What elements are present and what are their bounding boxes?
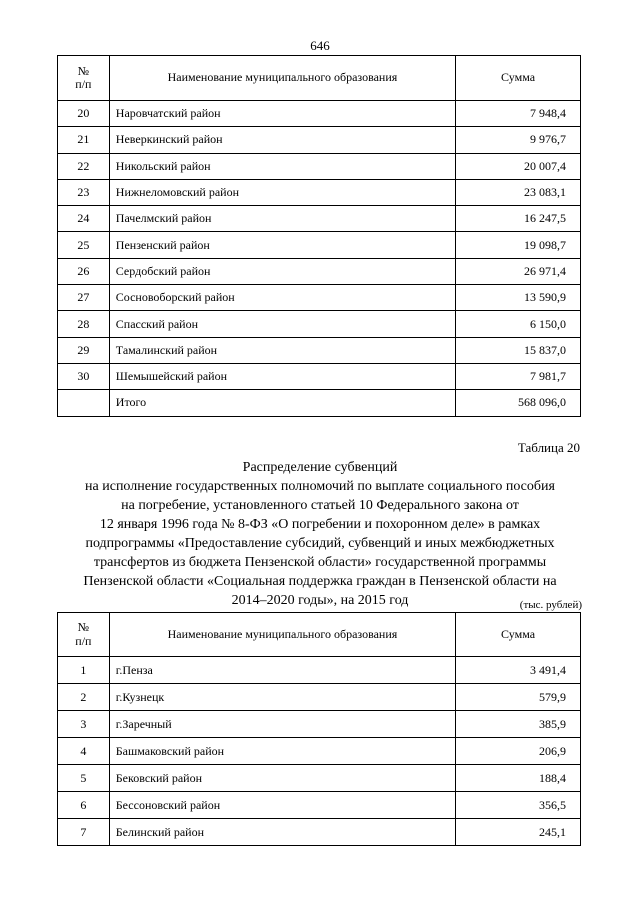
row-number: 26 [58,258,110,284]
table-row [58,258,581,284]
header-municipality: Наименование муниципального образования [109,56,455,101]
municipality-name: Шемышейский район [109,363,455,389]
table-row [58,657,581,684]
header-sum: Сумма [456,56,581,101]
row-number: 24 [58,206,110,232]
municipality-name: Башмаковский район [109,738,455,765]
table-row [58,390,581,416]
municipality-name: Сердобский район [109,258,455,284]
table-row [58,127,581,153]
row-sum: 20 007,4 [456,153,581,179]
row-number: 3 [58,711,110,738]
municipality-name: Пензенский район [109,232,455,258]
row-sum: 568 096,0 [456,390,581,416]
municipality-name: Белинский район [109,819,455,846]
row-sum: 6 150,0 [456,311,581,337]
table-heading [40,458,600,610]
table-row [58,311,581,337]
table-header-row [58,56,581,101]
heading-line: на исполнение государственных полномочий по выплате социального пособия [85,479,555,494]
row-number: 1 [58,657,110,684]
row-number: 21 [58,127,110,153]
table-row [58,819,581,846]
row-number: 7 [58,819,110,846]
row-number: 27 [58,285,110,311]
row-number: 23 [58,179,110,205]
table-row [58,363,581,389]
row-number: 2 [58,684,110,711]
row-sum: 579,9 [456,684,581,711]
municipality-name: г.Заречный [109,711,455,738]
municipality-name: Пачелмский район [109,206,455,232]
row-number: 29 [58,337,110,363]
table-row [58,285,581,311]
table-header-row [58,613,581,657]
table-row [58,765,581,792]
table-row [58,738,581,765]
page-number: 646 [310,38,330,53]
row-number: 5 [58,765,110,792]
row-sum: 26 971,4 [456,258,581,284]
row-number: 30 [58,363,110,389]
row-sum: 356,5 [456,792,581,819]
header-municipality: Наименование муниципального образования [109,613,455,657]
municipality-name: Бессоновский район [109,792,455,819]
table-row [58,711,581,738]
municipality-name: Сосновоборский район [109,285,455,311]
row-sum: 206,9 [456,738,581,765]
heading-line: 12 января 1996 года № 8-ФЗ «О погребении и похоронном деле» в рамках [99,517,541,532]
table-body [58,657,581,846]
municipality-name: Итого [109,390,455,416]
municipality-name: Спасский район [109,311,455,337]
row-number: 25 [58,232,110,258]
heading-line: трансфертов из бюджета Пензенской области» государственной программы [93,555,547,570]
table-row [58,153,581,179]
municipality-name: Никольский район [109,153,455,179]
municipality-name: Бековский район [109,765,455,792]
municipality-name: Нижнеломовский район [109,179,455,205]
row-sum: 9 976,7 [456,127,581,153]
table-row [58,179,581,205]
heading-line: Распределение субвенций [242,460,398,475]
table-row [58,792,581,819]
subsidy-table-continued [57,55,581,417]
row-sum: 13 590,9 [456,285,581,311]
table-row [58,337,581,363]
row-sum: 245,1 [456,819,581,846]
heading-line: Пензенской области «Социальная поддержка граждан в Пензенской области на [83,574,557,589]
municipality-name: Тамалинский район [109,337,455,363]
row-number: 4 [58,738,110,765]
row-number: 6 [58,792,110,819]
heading-line: 2014–2020 годы», на 2015 год [231,593,409,608]
row-sum: 385,9 [456,711,581,738]
row-sum: 7 981,7 [456,363,581,389]
header-sum: Сумма [456,613,581,657]
row-number: 20 [58,101,110,127]
municipality-name: г.Кузнецк [109,684,455,711]
heading-line: подпрограммы «Предоставление субсидий, субвенций и иных межбюджетных [85,536,555,551]
table-row [58,101,581,127]
row-sum: 23 083,1 [456,179,581,205]
row-number: 22 [58,153,110,179]
municipality-name: Наровчатский район [109,101,455,127]
row-number [58,390,110,416]
table-label: Таблица 20 [517,440,580,455]
row-sum: 19 098,7 [456,232,581,258]
table-row [58,206,581,232]
row-sum: 3 491,4 [456,657,581,684]
row-sum: 16 247,5 [456,206,581,232]
header-number: № п/п [58,613,110,657]
row-sum: 188,4 [456,765,581,792]
municipality-name: г.Пенза [109,657,455,684]
table-row [58,232,581,258]
table-body [58,101,581,417]
row-sum: 15 837,0 [456,337,581,363]
heading-line: на погребение, установленного статьей 10 Федерального закона от [121,498,519,513]
table-row [58,684,581,711]
municipality-name: Неверкинский район [109,127,455,153]
row-sum: 7 948,4 [456,101,581,127]
header-number: № п/п [58,56,110,101]
row-number: 28 [58,311,110,337]
units-label: (тыс. рублей) [519,599,582,611]
funeral-subvention-table [57,612,581,846]
